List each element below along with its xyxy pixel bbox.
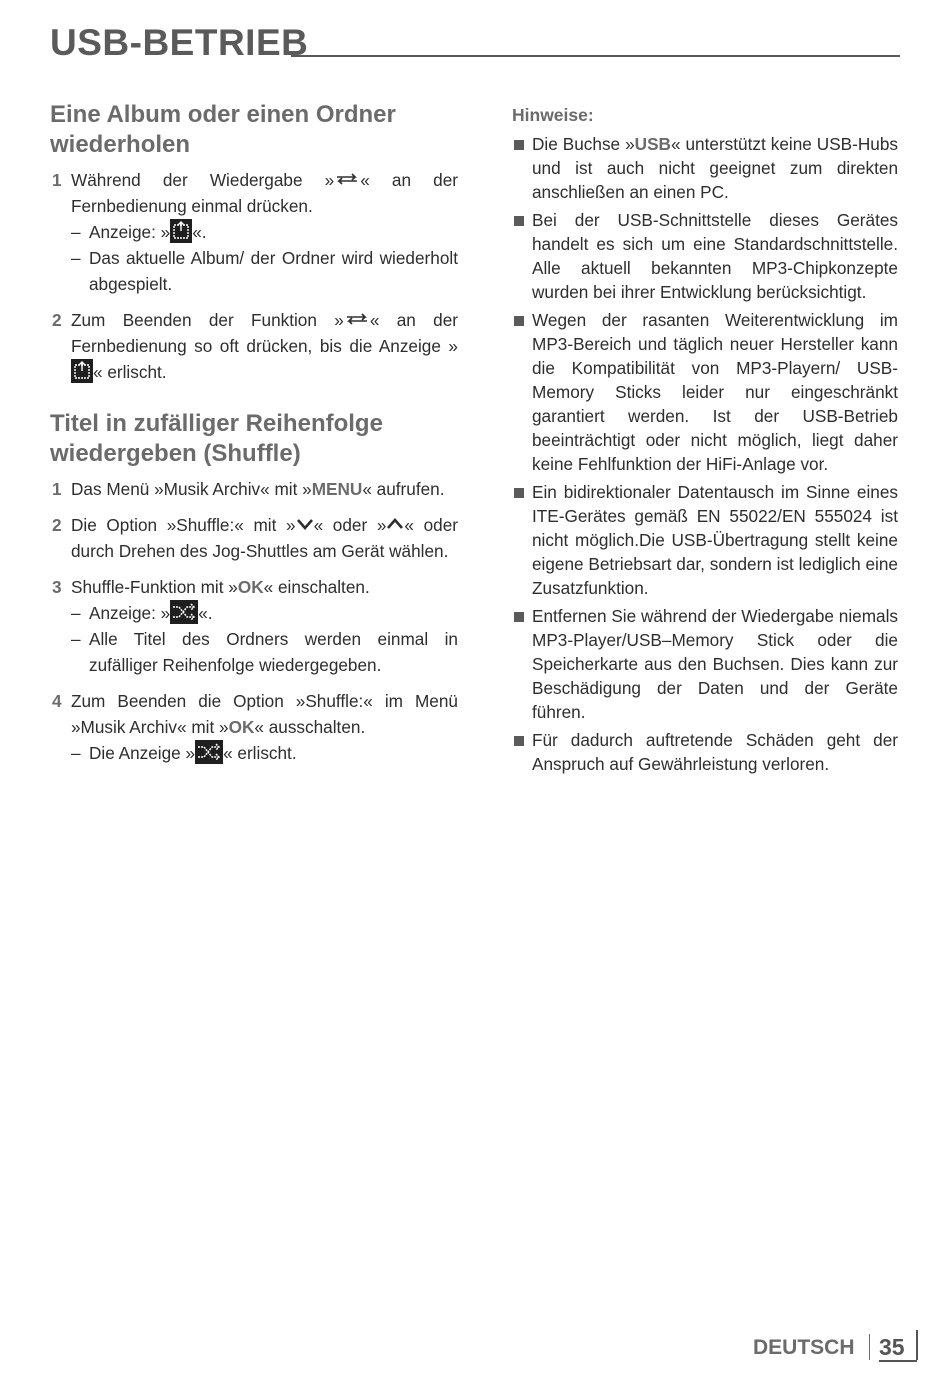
step-number: 1 [52, 170, 62, 190]
note-item [512, 480, 898, 600]
right-column [512, 100, 898, 780]
page-title: USB-BETRIEB [50, 22, 309, 63]
step-number: 2 [52, 310, 62, 330]
step-text: « oder » [313, 515, 387, 535]
title-rule [291, 55, 900, 57]
ok-key-label: OK [237, 577, 264, 597]
step-text: Während der Wiedergabe » [71, 170, 335, 190]
note-item [512, 208, 898, 304]
step-text: « einschalten. [263, 577, 370, 597]
repeat-step-2 [50, 307, 458, 385]
step-text: Zum Beenden der Funktion » [71, 310, 344, 330]
bullet-square-icon [514, 216, 524, 226]
step-number: 2 [52, 515, 62, 535]
note-text: « unterstützt keine USB-Hubs und ist auch nicht geeignet zum direkten anschließen an einen PC. [532, 134, 898, 202]
folder-repeat-display-icon [170, 219, 192, 243]
step-text: « erlischt. [93, 362, 167, 382]
notes-heading: Hinweise: [512, 105, 594, 125]
step-text: « aufrufen. [362, 479, 445, 499]
shuffle-step-2 [50, 512, 458, 564]
note-text: Wegen der rasanten Weiterentwicklung im MP3-Bereich und täglich neuer Hersteller kann die Kompatibilität von MP3-Playern/ USB-Memory Sticks leider nur eingeschränkt garantiert werden. Ist der USB-Betrieb beeinträchtigt oder nicht möglich, liegt daher keine Fehlfunktion der HiFi-Anlage vor. [532, 310, 898, 474]
note-text: Die Buchse » [532, 134, 635, 154]
section-heading-shuffle: Titel in zufälliger Reihenfolge wiedergeben (Shuffle) [50, 410, 383, 467]
note-item [512, 728, 898, 776]
chevron-up-icon [386, 518, 404, 534]
bullet-square-icon [514, 140, 524, 150]
bullet-square-icon [514, 488, 524, 498]
repeat-icon [334, 172, 360, 190]
sub-item: – Alle Titel des Ordners werden einmal in zufälliger Reihenfolge wiedergegeben. [71, 629, 458, 675]
repeat-icon [344, 312, 370, 330]
step-number: 4 [52, 691, 62, 711]
step-text: « oder durch Drehen des Jog-Shuttles am Gerät wählen. [71, 515, 458, 561]
shuffle-step-3 [50, 574, 458, 678]
sub-text: «. [198, 603, 213, 623]
sub-item: – Die Anzeige » « erlischt. [71, 740, 458, 766]
step-text: Die Option »Shuffle:« mit » [71, 515, 296, 535]
sub-text: Das aktuelle Album/ der Ordner wird wiederholt abgespielt. [89, 248, 458, 294]
page-number: 35 [879, 1334, 905, 1360]
sub-item: – Das aktuelle Album/ der Ordner wird wiederholt abgespielt. [71, 248, 458, 294]
step-text: Das Menü »Musik Archiv« mit » [71, 479, 312, 499]
step-text: « an der Fernbedienung einmal drücken. [71, 170, 458, 216]
bullet-square-icon [514, 736, 524, 746]
sub-text: Anzeige: » [89, 222, 171, 242]
section-heading-repeat: Eine Album oder einen Ordner wiederholen [50, 101, 396, 158]
step-text: Shuffle-Funktion mit » [71, 577, 238, 597]
sub-text: Alle Titel des Ordners werden einmal in zufälliger Reihenfolge wiedergegeben. [89, 629, 458, 675]
note-text: Entfernen Sie während der Wiedergabe niemals MP3-Player/USB–Memory Stick oder die Speicherkarte aus den Buchsen. Dies kann zur Beschädigung der Daten und der Geräte führen. [532, 606, 898, 722]
page-number-rule [916, 1330, 918, 1360]
step-text: « ausschalten. [254, 717, 366, 737]
sub-text: Die Anzeige » [89, 743, 196, 763]
page-number-underline [879, 1360, 917, 1362]
step-number: 3 [52, 577, 62, 597]
step-number: 1 [52, 479, 62, 499]
sub-text: «. [192, 222, 207, 242]
left-column [50, 100, 458, 776]
sub-item: – Anzeige: » «. [71, 600, 458, 626]
step-text: « an der Fernbedienung so oft drücken, bis die Anzeige » [71, 310, 458, 356]
shuffle-step-4 [50, 688, 458, 766]
step-text: Zum Beenden die Option »Shuffle:« im Menü »Musik Archiv« mit » [71, 691, 458, 737]
note-item [512, 604, 898, 724]
folder-repeat-display-icon [71, 359, 93, 383]
bullet-square-icon [514, 612, 524, 622]
bullet-square-icon [514, 316, 524, 326]
repeat-step-1 [50, 167, 458, 297]
menu-key-label: MENU [311, 479, 363, 499]
sub-item: – Anzeige: » «. [71, 219, 458, 245]
chevron-down-icon [296, 518, 314, 534]
shuffle-step-1 [50, 476, 458, 502]
footer-language: DEUTSCH [753, 1336, 855, 1359]
usb-key-label: USB [634, 134, 671, 154]
note-text: Ein bidirektionaler Datentausch im Sinne eines ITE-Gerätes gemäß EN 55022/EN 555024 ist nicht möglich.Die USB-Übertragung stellt keine eigene Betriebsart dar, sondern ist lediglich eine Zusatzfunktion. [532, 482, 898, 598]
sub-text: Anzeige: » [89, 603, 171, 623]
note-text: Für dadurch auftretende Schäden geht der Anspruch auf Gewährleistung verloren. [532, 730, 898, 774]
note-item [512, 132, 898, 204]
note-item [512, 308, 898, 476]
footer-divider [869, 1334, 870, 1360]
shuffle-display-icon [195, 740, 223, 764]
shuffle-display-icon [170, 600, 198, 624]
sub-text: « erlischt. [223, 743, 297, 763]
note-text: Bei der USB-Schnittstelle dieses Gerätes handelt es sich um eine Standardschnittstelle. Alle aktuell bekannten MP3-Chipkonzepte wurden bei ihrer Entwicklung berücksichtigt. [532, 210, 898, 302]
ok-key-label: OK [228, 717, 255, 737]
